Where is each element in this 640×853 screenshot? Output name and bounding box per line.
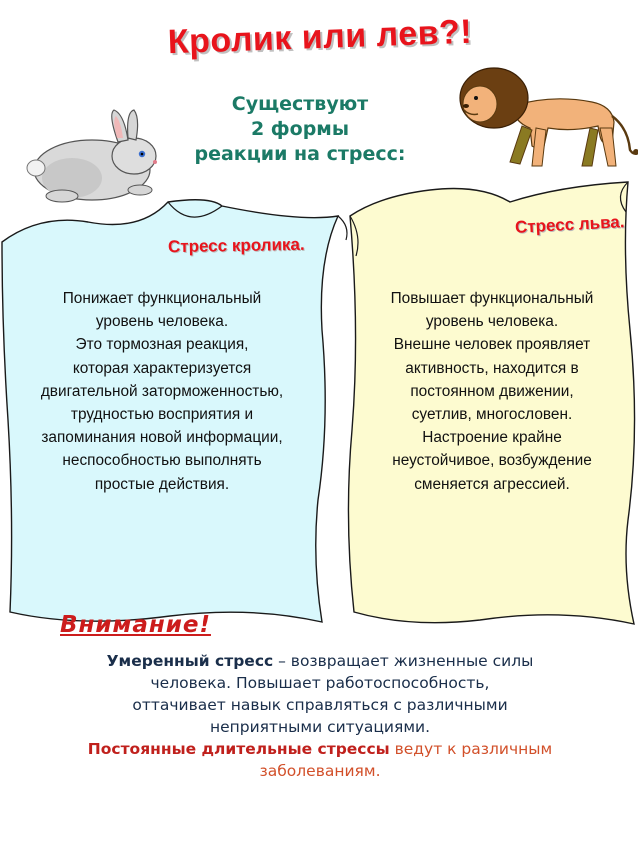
summary-line — [10, 738, 630, 760]
intro-line-3: реакции на стресс: — [194, 143, 406, 165]
lion-text-line: активность, находится в — [405, 359, 579, 377]
summary-line: человека. Повышает работоспособность, — [150, 674, 490, 692]
rabbit-stress-heading: Стресс кролика. — [167, 234, 305, 257]
moderate-stress-label: Умеренный стресс — [106, 652, 274, 670]
lion-text-line: Внешне человек проявляет — [393, 336, 591, 354]
lion-stress-description — [360, 287, 624, 496]
lion-text-line: суетлив, многословен. — [411, 406, 573, 424]
summary-line: заболеваниям. — [259, 762, 381, 780]
lion-text-line: неустойчивое, возбуждение — [392, 452, 592, 470]
rabbit-text-line: которая характеризуется — [72, 359, 252, 377]
summary-text — [10, 650, 630, 782]
intro-line-2: 2 формы — [250, 118, 350, 140]
lion-stress-heading: Стресс льва. — [514, 212, 625, 237]
rabbit-text-line: Это тормозная реакция, — [75, 336, 249, 354]
summary-line: неприятными ситуациями. — [209, 718, 431, 736]
rabbit-text-line: неспособностью выполнять — [62, 452, 262, 470]
chronic-stress-text: ведут к различным — [389, 740, 553, 758]
lion-text-line: сменяется агрессией. — [414, 475, 570, 493]
lion-text-line: уровень человека. — [425, 313, 559, 331]
lion-text-line: Настроение крайне — [422, 429, 562, 447]
lion-text-line: постоянном движении, — [410, 382, 574, 400]
rabbit-text-line: двигательной заторможенностью, — [40, 382, 284, 400]
rabbit-stress-description — [4, 287, 320, 496]
rabbit-text-line: простые действия. — [94, 475, 230, 493]
summary-line — [10, 650, 630, 672]
rabbit-text-line: уровень человека. — [95, 313, 229, 331]
page-title: Кролик или лев?! — [167, 12, 473, 62]
summary-line: оттачивает навык справляться с различными — [132, 696, 508, 714]
rabbit-text-line: трудностью восприятия и — [70, 406, 254, 424]
rabbit-text-line: Понижает функциональный — [62, 290, 262, 307]
attention-heading: Внимание! — [60, 612, 211, 638]
rabbit-text-line: запоминания новой информации, — [41, 429, 283, 447]
chronic-stress-label: Постоянные длительные стрессы — [87, 740, 390, 758]
moderate-stress-text: – возвращает жизненные силы — [273, 652, 534, 670]
intro-line-1: Существуют — [231, 93, 369, 115]
lion-text-line: Повышает функциональный — [390, 290, 594, 307]
